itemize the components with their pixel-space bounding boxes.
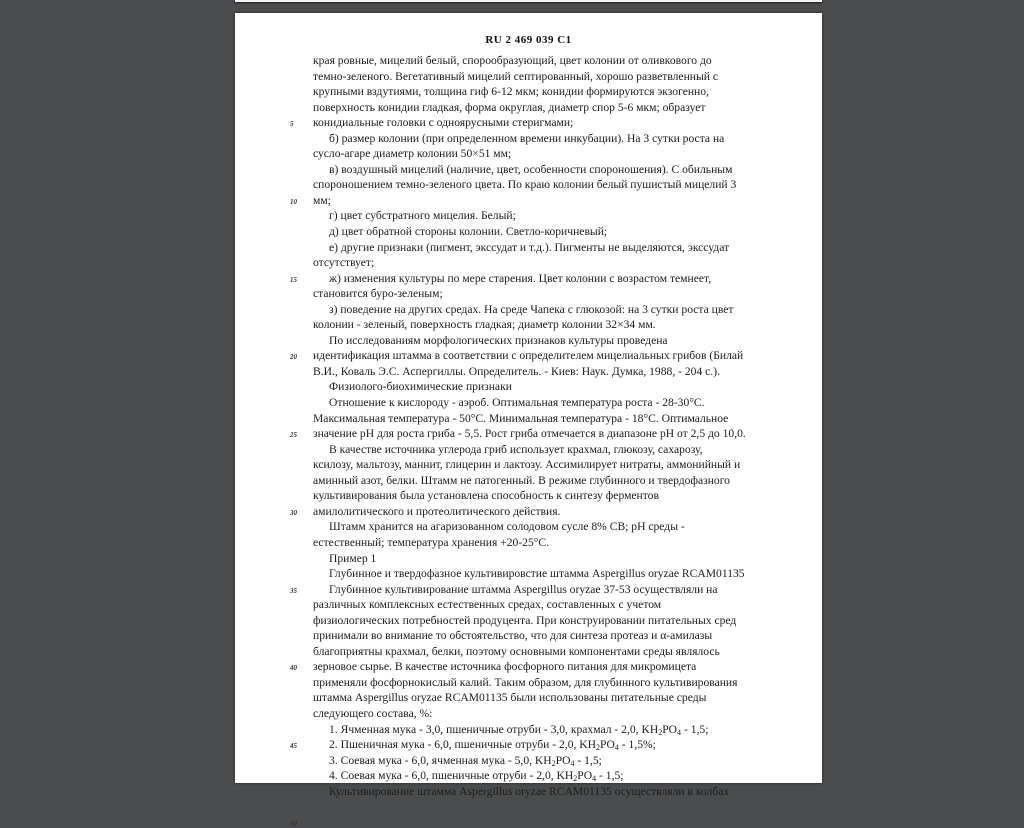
line-number: 20 bbox=[290, 353, 297, 362]
text-line: В.И., Коваль Э.С. Аспергиллы. Определитель. - Киев: Наук. Думка, 1988, - 204 с.). bbox=[313, 364, 720, 378]
text-line: естественный; температура хранения +20-25°С. bbox=[313, 535, 550, 549]
text-line: з) поведение на других средах. На среде Чапека с глюкозой: на 3 сутки роста цвет bbox=[329, 302, 734, 316]
document-body bbox=[313, 53, 791, 799]
line-number: 40 bbox=[290, 664, 297, 673]
text-line: благоприятны крахмал, белки, поэтому основными компонентами среды являлось bbox=[313, 644, 720, 658]
text-line: различных комплексных естественных средах, составленных с учетом bbox=[313, 598, 662, 612]
text-line: Культивирование штамма Aspergillus oryzae RCAM01135 осуществляли в колбах bbox=[329, 784, 730, 798]
text-line: Пример 1 bbox=[329, 551, 377, 565]
text-line: б) размер колонии (при определенном времени инкубации). На 3 сутки роста на bbox=[329, 131, 725, 145]
text-line: ж) изменения культуры по мере старения. Цвет колонии с возрастом темнеет, bbox=[329, 271, 712, 285]
text-line: спороношением темно-зеленого цвета. По краю колонии белый пушистый мицелий 3 bbox=[313, 178, 737, 192]
line-number: 35 bbox=[290, 586, 297, 595]
text-line: применяли фосфорнокислый калий. Таким образом, для глубинного культивирования bbox=[313, 675, 738, 689]
patent-header: RU 2 469 039 C1 bbox=[485, 34, 572, 46]
line-number: 10 bbox=[290, 197, 297, 206]
text-line: идентификация штамма в соответствии с определителем мицелиальных грибов (Билай bbox=[313, 349, 744, 363]
document-page bbox=[235, 13, 822, 828]
text-line: конидиальные головки с одноярусными стеригмами; bbox=[313, 116, 574, 130]
line-number: 15 bbox=[290, 275, 297, 284]
line-number: 50 bbox=[290, 819, 297, 828]
text-line: сусло-агаре диаметр колонии 50×51 мм; bbox=[313, 147, 512, 161]
text-line: принимали во внимание то обстоятельство, что для синтеза протеаз и α-амилазы bbox=[313, 629, 713, 643]
text-line: темно-зеленого. Вегетативный мицелий септированный, хорошо разветвленный с bbox=[313, 69, 719, 83]
media-list-item: 2. Пшеничная мука - 6,0, пшеничные отруби - 2,0, $KH_2PO_4 - 1,5\%$; bbox=[329, 738, 656, 753]
text-line: г) цвет субстратного мицелия. Белый; bbox=[329, 209, 516, 223]
line-number: 5 bbox=[290, 120, 294, 129]
media-list-item: 1. Ячменная мука - 3,0, пшеничные отруби - 3,0, крахмал - 2,0, $KH_2PO_4 - 1,5$; bbox=[329, 722, 709, 737]
previous-page-edge bbox=[235, 0, 822, 2]
text-line: становится буро-зеленым; bbox=[313, 287, 443, 301]
text-line: д) цвет обратной стороны колонии. Светло-коричневый; bbox=[329, 225, 608, 239]
line-number: 30 bbox=[290, 508, 297, 517]
text-line: Отношение к кислороду - аэроб. Оптимальная температура роста - 28-30°С. bbox=[329, 396, 705, 410]
text-line: зерновое сырье. В качестве источника фосфорного питания для микромицета bbox=[313, 660, 697, 674]
media-list-item: 3. Соевая мука - 6,0, ячменная мука - 5,0, $KH_2PO_4 - 1,5$; bbox=[329, 753, 602, 768]
text-line: значение pH для роста гриба - 5,5. Рост гриба отмечается в диапазоне pH от 2,5 до 10,0. bbox=[313, 427, 746, 441]
text-line: В качестве источника углерода гриб использует крахмал, глюкозу, сахарозу, bbox=[329, 442, 703, 456]
text-line: культивирования была установлена способность к синтезу ферментов bbox=[313, 489, 659, 503]
text-line: штамма Aspergillus oryzae RCAM01135 были использованы питательные среды bbox=[313, 691, 707, 705]
text-line: края ровные, мицелий белый, спорообразующий, цвет колонии от оливкового до bbox=[313, 54, 712, 67]
line-number: 25 bbox=[290, 431, 297, 440]
text-line: следующего состава, %: bbox=[313, 706, 433, 720]
text-line: Физиолого-биохимические признаки bbox=[329, 380, 512, 394]
text-line: Штамм хранится на агаризованном солодовом сусле 8% СВ; pH среды - bbox=[329, 520, 685, 534]
text-line: колонии - зеленый, поверхность гладкая; диаметр колонии 32×34 мм. bbox=[313, 318, 656, 332]
text-line: Максимальная температура - 50°С. Минимальная температура - 18°С. Оптимальное bbox=[313, 411, 729, 425]
text-line: в) воздушный мицелий (наличие, цвет, особенности спороношения). С обильным bbox=[329, 162, 733, 176]
text-line: поверхность конидии гладкая, форма округлая, диаметр спор 5-6 мкм; образует bbox=[313, 100, 706, 114]
text-line: отсутствует; bbox=[313, 256, 375, 270]
text-line: мм; bbox=[313, 193, 331, 207]
text-line: Глубинное культивирование штамма Aspergillus oryzae 37-53 осуществляли на bbox=[329, 582, 718, 596]
text-line: крупными вздутиями, толщина гиф 6-12 мкм; конидии формируются экзогенно, bbox=[313, 85, 709, 99]
line-number: 45 bbox=[290, 742, 297, 751]
text-line: По исследованиям морфологических признаков культуры проведена bbox=[329, 333, 668, 347]
text-line: е) другие признаки (пигмент, экссудат и т.д.). Пигменты не выделяются, экссудат bbox=[329, 240, 730, 254]
text-line: аминный азот, белки. Штамм не патогенный. В режиме глубинного и твердофазного bbox=[313, 473, 730, 487]
text-line: амилолитического и протеолитического действия. bbox=[313, 504, 561, 518]
text-line: ксилозу, мальтозу, маннит, глицерин и лактозу. Ассимилирует нитраты, аммонийный и bbox=[313, 458, 741, 472]
text-line: физиологических потребностей продуцента. При конструировании питательных сред bbox=[313, 613, 737, 627]
text-line: Глубинное и твердофазное культивировстие штамма Aspergillus oryzae RCAM01135 bbox=[329, 567, 745, 581]
media-list-item: 4. Соевая мука - 6,0, пшеничные отруби - 2,0, $KH_2PO_4 - 1,5$; bbox=[329, 769, 624, 784]
